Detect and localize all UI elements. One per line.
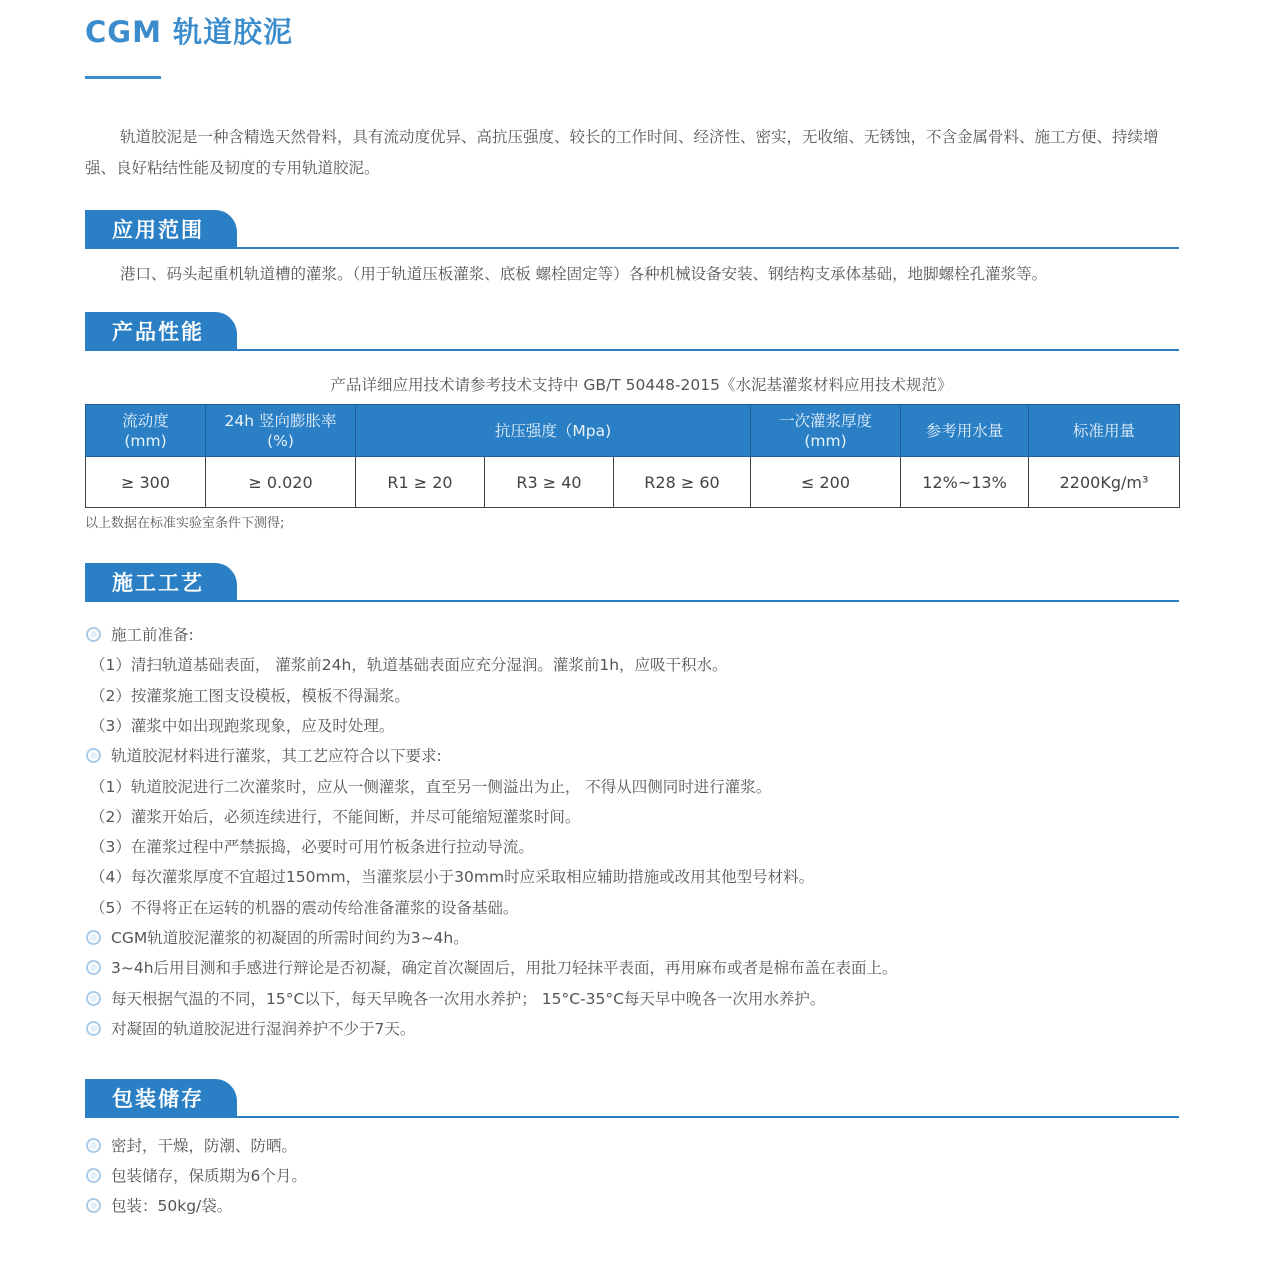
- double-circle-bullet-icon: [86, 748, 101, 763]
- list-item-text: 包装：50kg/袋。: [111, 1197, 233, 1215]
- list-item: [90, 835, 534, 857]
- list-item-text: （5）不得将正在运转的机器的震动传给准备灌浆的设备基础。: [90, 898, 519, 917]
- table-header-cell: 抗压强度（Mpa): [356, 405, 751, 457]
- double-circle-bullet-icon: [86, 960, 101, 975]
- list-item: [90, 775, 771, 797]
- double-circle-bullet-icon: [86, 991, 101, 1006]
- list-item: [86, 623, 194, 645]
- double-circle-bullet-icon: [86, 1168, 101, 1183]
- table-cell: ≥ 0.020: [206, 457, 356, 508]
- section-title: 产品性能: [85, 312, 237, 350]
- list-item: [86, 956, 898, 978]
- double-circle-bullet-icon: [86, 930, 101, 945]
- section-header-performance: [85, 312, 1179, 352]
- list-item: [90, 714, 394, 736]
- section-divider: [85, 247, 1179, 249]
- list-item: [86, 926, 469, 948]
- table-header-cell: 标准用量: [1029, 405, 1180, 457]
- section-title: 应用范围: [85, 210, 237, 248]
- double-circle-bullet-icon: [86, 1138, 101, 1153]
- list-item: [86, 987, 825, 1009]
- section-title: 包装储存: [85, 1079, 237, 1117]
- list-item-text: （1）轨道胶泥进行二次灌浆时，应从一侧灌浆，直至另一侧溢出为止， 不得从四侧同时进行灌浆。: [90, 777, 772, 796]
- list-item-text: 对凝固的轨道胶泥进行湿润养护不少于7天。: [111, 1019, 416, 1038]
- application-text: 港口、码头起重机轨道槽的灌浆。（用于轨道压板灌浆、底板 螺栓固定等）各种机械设备安装、钢结构支承体基础，地脚螺栓孔灌浆等。: [120, 265, 1048, 283]
- list-item-text: （3）在灌浆过程中严禁振捣，必要时可用竹板条进行拉动导流。: [90, 838, 534, 857]
- list-item-text: 每天根据气温的不同，15°C以下，每天早晚各一次用水养护； 15°C-35°C每天早中晚各一次用水养护。: [111, 989, 826, 1008]
- list-item: [86, 744, 442, 766]
- table-cell: R1 ≥ 20: [356, 457, 485, 508]
- section-divider: [85, 600, 1179, 602]
- list-item: [86, 1017, 415, 1039]
- list-item: [86, 1164, 307, 1186]
- list-item: [90, 805, 580, 827]
- list-item: [86, 1194, 232, 1216]
- list-item-text: （2）按灌浆施工图支设模板，模板不得漏浆。: [90, 686, 410, 705]
- table-footnote: 以上数据在标准实验室条件下测得;: [85, 516, 285, 531]
- table-row: [86, 457, 1180, 508]
- list-item-text: CGM轨道胶泥灌浆的初凝固的所需时间约为3~4h。: [111, 929, 469, 947]
- table-header-cell: 24h 竖向膨胀率 (%): [206, 405, 356, 457]
- table-cell: R28 ≥ 60: [614, 457, 751, 508]
- list-item-text: （1）清扫轨道基础表面， 灌浆前24h，轨道基础表面应充分湿润。灌浆前1h，应吸干积水。: [90, 656, 728, 675]
- table-cell: ≥ 300: [86, 457, 206, 508]
- standard-note: 产品详细应用技术请参考技术支持中 GB/T 50448-2015《水泥基灌浆材料应用技术规范》: [330, 376, 953, 394]
- list-item-text: 密封，干燥，防潮、防晒。: [111, 1137, 298, 1155]
- section-header-process: [85, 563, 1179, 603]
- list-item-text: 3~4h后用目测和手感进行辩论是否初凝，确定首次凝固后，用批刀轻抹平表面，再用麻布或者是棉布盖在表面上。: [111, 959, 898, 978]
- table-cell: ≤ 200: [751, 457, 901, 508]
- table-cell: R3 ≥ 40: [485, 457, 614, 508]
- section-divider: [85, 349, 1179, 351]
- double-circle-bullet-icon: [86, 627, 101, 642]
- double-circle-bullet-icon: [86, 1198, 101, 1213]
- list-item: [90, 653, 728, 675]
- list-item: [90, 684, 410, 706]
- list-item: [90, 896, 518, 918]
- page-title: CGM 轨道胶泥: [85, 15, 294, 49]
- double-circle-bullet-icon: [86, 1021, 101, 1036]
- section-header-storage: [85, 1079, 1179, 1119]
- performance-table: [85, 404, 1180, 508]
- list-item-text: （4）每次灌浆厚度不宜超过150mm，当灌浆层小于30mm时应采取相应辅助措施或改用其他型号材料。: [90, 868, 815, 887]
- table-cell: 12%~13%: [901, 457, 1029, 508]
- section-divider: [85, 1116, 1179, 1118]
- intro-paragraph: 轨道胶泥是一种含精选天然骨料，具有流动度优异、高抗压强度、较长的工作时间、经济性、密实，无收缩、无锈蚀，不含金属骨料、施工方便、持续增强、良好粘结性能及韧度的专用轨道胶泥。: [85, 128, 1159, 177]
- list-item: [90, 865, 814, 887]
- table-header-cell: 流动度 (mm): [86, 405, 206, 457]
- section-header-application: [85, 210, 1179, 250]
- table-cell: 2200Kg/m³: [1029, 457, 1180, 508]
- list-item-text: （2）灌浆开始后，必须连续进行，不能间断，并尽可能缩短灌浆时间。: [90, 807, 581, 826]
- section-title: 施工工艺: [85, 563, 237, 601]
- list-item-text: 施工前准备:: [111, 626, 194, 644]
- list-item: [86, 1134, 297, 1156]
- list-item-text: 轨道胶泥材料进行灌浆，其工艺应符合以下要求:: [111, 747, 442, 766]
- title-underline: [85, 76, 161, 79]
- table-header-cell: 参考用水量: [901, 405, 1029, 457]
- table-header-cell: 一次灌浆厚度 (mm): [751, 405, 901, 457]
- table-header-row: [86, 405, 1180, 457]
- list-item-text: 包装储存，保质期为6个月。: [111, 1167, 307, 1185]
- list-item-text: （3）灌浆中如出现跑浆现象，应及时处理。: [90, 716, 395, 735]
